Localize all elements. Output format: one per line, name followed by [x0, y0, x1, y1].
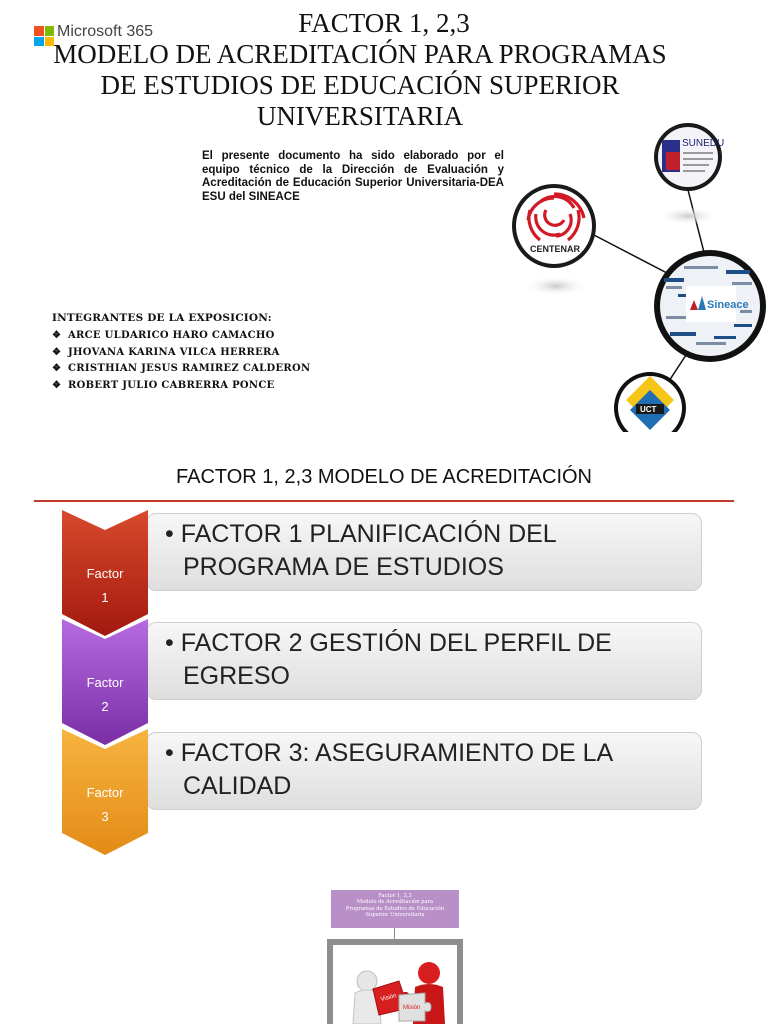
- title-line-3: DE ESTUDIOS DE EDUCACIÓN SUPERIOR: [100, 70, 620, 100]
- slide-title: FACTOR 1, 2,3 MODELO DE ACREDITACIÓN: [175, 466, 592, 488]
- logo-collage: [500, 110, 768, 432]
- factors-slide: [0, 444, 768, 876]
- chevron-word: Factor: [86, 566, 124, 581]
- credit-paragraph: El presente documento ha sido elaborado por el equipo técnico de la Dirección de Evaluación y Acreditación de Educación Superior Universitaria-DEA ESU del SINEACE: [202, 150, 504, 203]
- factor-3-line-2-text: CALIDAD: [183, 772, 292, 800]
- chevron-number: 2: [101, 699, 109, 714]
- mindmap-slide: [0, 876, 768, 1024]
- mindmap-title-line: Superior Universitaria: [365, 912, 425, 919]
- diamond-bullet-icon: ❖: [52, 330, 62, 341]
- factor-3-box: [146, 732, 702, 810]
- centenario-logo-icon: [512, 184, 596, 268]
- chevron-word: Factor: [86, 785, 124, 800]
- chevron-number: 1: [101, 590, 109, 605]
- factor-2-chevron: [62, 619, 148, 745]
- mission-label: Misión: [403, 1005, 421, 1011]
- chevron-word: Factor: [86, 675, 124, 690]
- title-line-1: FACTOR 1, 2,3: [298, 8, 470, 38]
- title-line-4: UNIVERSITARIA: [256, 101, 464, 131]
- member-name: CRISTHIAN JESUS RAMIREZ CALDERON: [68, 363, 311, 374]
- member-item: [52, 328, 310, 345]
- factor-3-line-1: • FACTOR 3: ASEGURAMIENTO DE LA: [165, 739, 614, 767]
- centenario-text: CENTENAR: [530, 244, 581, 254]
- factor-2-chevron-label: [62, 671, 148, 719]
- member-item: [52, 378, 310, 395]
- factor-2-line-2: [165, 660, 691, 693]
- sineace-text: Sineace: [707, 299, 749, 311]
- member-name: JHOVANA KARINA VILCA HERRERA: [68, 346, 280, 358]
- diamond-bullet-icon: ❖: [52, 346, 62, 358]
- member-item: [52, 361, 310, 378]
- uct-logo-icon: [614, 372, 686, 432]
- factor-1-chevron: [62, 510, 148, 636]
- mindmap-title-line: Programas de Estudios de Educación: [345, 905, 445, 912]
- sineace-logo-icon: [654, 250, 766, 362]
- member-name: ROBERT JULIO CABRERRA PONCE: [68, 379, 275, 391]
- mindmap-title-line: Modelo de Acreditación para: [356, 899, 434, 906]
- shadow: [524, 276, 588, 296]
- factor-1-chevron-label: [62, 562, 148, 610]
- factor-1-box: [146, 513, 702, 591]
- chevron-number: 3: [101, 809, 109, 824]
- uct-text: UCT: [640, 405, 657, 414]
- connector-line: [688, 190, 706, 260]
- factor-1-line-2: [165, 551, 691, 584]
- factors-list: [0, 444, 768, 876]
- factor-2-line-1: • FACTOR 2 GESTIÓN DEL PERFIL DE: [165, 629, 612, 657]
- factor-1-line-1: • FACTOR 1 PLANIFICACIÓN DEL: [165, 520, 557, 548]
- members-list: [52, 328, 310, 394]
- cover-slide: [0, 0, 768, 432]
- sunedu-logo-icon: [654, 123, 724, 191]
- puzzle-image: [333, 945, 457, 1024]
- member-item: [52, 345, 310, 362]
- brand-name: Microsoft 365: [57, 23, 154, 40]
- diamond-bullet-icon: ❖: [52, 363, 62, 374]
- title-line-2: MODELO DE ACREDITACIÓN PARA PROGRAMAS: [53, 39, 667, 69]
- factor-1-line-2-text: PROGRAMA DE ESTUDIOS: [183, 553, 504, 581]
- member-name: ARCE ULDARICO HARO CAMACHO: [68, 330, 275, 341]
- factor-3-line-2: [165, 770, 691, 803]
- mindmap-title-line: Factor 1, 2,3: [378, 893, 412, 899]
- diamond-bullet-icon: ❖: [52, 379, 62, 391]
- mindmap-title-box: [331, 890, 459, 928]
- shadow: [658, 207, 718, 225]
- factor-3-chevron: [62, 729, 148, 855]
- factor-3-chevron-label: [62, 781, 148, 829]
- sunedu-text: SUNEDU: [682, 138, 725, 149]
- factor-2-line-2-text: EGRESO: [183, 662, 290, 690]
- members-heading: INTEGRANTES DE LA EXPOSICION:: [52, 312, 272, 324]
- factor-2-box: [146, 622, 702, 700]
- vision-label: Visión: [380, 993, 398, 1003]
